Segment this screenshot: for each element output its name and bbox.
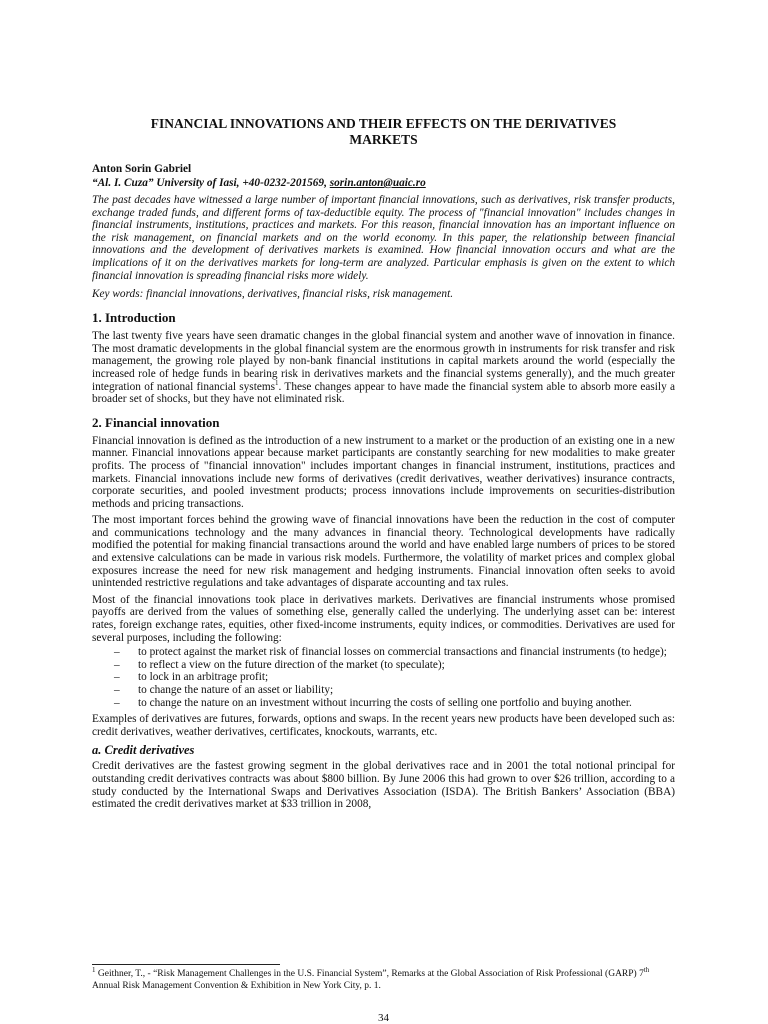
paper-title-line-1: FINANCIAL INNOVATIONS AND THEIR EFFECTS ON THE DERIVATIVES (150, 116, 617, 131)
introduction-text: The last twenty five years have seen dramatic changes in the global financial system and another wave of innovation in finance. The most dramatic developments in the global financial system are the enormous growth in instruments for risk transfer and risk management, the growing role played by non-bank financial institutions in capital markets around the world (especially the increased role of hedge funds in bearing risk in derivatives markets and the financial systems generally), and the much greater integration of national financial systems (92, 330, 675, 393)
footnote (92, 965, 675, 992)
section-heading-introduction: 1. Introduction (92, 310, 176, 326)
author-email-link[interactable]: sorin.anton@uaic.ro (329, 177, 426, 189)
list-item-text: to lock in an arbitrage profit; (138, 671, 269, 684)
list-item (92, 659, 675, 672)
keywords: Key words: financial innovations, derivatives, financial risks, risk management. (92, 288, 454, 301)
dash-bullet: – (114, 646, 120, 659)
section-heading-financial-innovation: 2. Financial innovation (92, 414, 220, 430)
paper-page (92, 0, 675, 1024)
dash-bullet: – (114, 696, 120, 709)
subsection-heading-credit-derivatives: a. Credit derivatives (92, 743, 195, 758)
introduction-paragraph (92, 330, 675, 406)
list-item (92, 684, 675, 697)
body-paragraph: Examples of derivatives are futures, forwards, options and swaps. In the recent years new products have been developed such as: credit derivatives, weather derivatives, certificates, knockouts, warrants, etc. (92, 713, 675, 738)
list-item (92, 697, 675, 710)
body-paragraph: Financial innovation is defined as the introduction of a new instrument to a market or the production of an existing one in a new manner. Financial innovations appear because market participants are constantly searching for new modalities to make greater profits. The process of "financial innovation" includes important changes in financial instrument, institutions, practices and markets. Financial innovations include new forms of derivatives (credit derivatives, weather derivatives) insurance contracts, corporate securities, and pooled investment products; process innovations include improvements on securities-distribution methods and pricing transactions. (92, 434, 675, 510)
paper-title-line-2: MARKETS (349, 132, 418, 147)
affiliation-text: “Al. I. Cuza” University of Iasi, +40-0232-201569, (92, 177, 330, 189)
dash-bullet: – (114, 671, 120, 684)
list-item-text: to protect against the market risk of financial losses on commercial transactions and financial instruments (to hedge); (138, 646, 667, 659)
dash-bullet: – (114, 684, 120, 696)
list-item (92, 671, 675, 684)
list-item-text: to reflect a view on the future direction of the market (to speculate); (138, 658, 445, 671)
introduction-text-tail: . These changes appear to have made the financial system able to absorb more easily a broader set of shocks, but they have not eliminated risk. (92, 380, 675, 406)
footnote-reference[interactable]: 1 (275, 378, 279, 387)
footnote-text-tail: Annual Risk Management Convention & Exhibition in New York City, p. 1. (92, 981, 381, 991)
abstract: The past decades have witnessed a large number of important financial innovations, such as derivatives, risk transfer products, exchange traded funds, and different forms of tax-deductible equity. The process of "financial innovation" includes changes in financial instruments, institutions, practices and markets. For this reason, financial innovation has an important influence on the risk management, on financial markets and on the world economy. In this paper, the relationship between financial innovations and the development of derivatives markets is examined. How financial innovation occurs and what are the implications of it on the derivatives markets for long-term are analyzed. Particular emphasis is given on the extent to which financial innovation is spreading financial risks more widely. (92, 194, 675, 282)
footnote-text: Geithner, T., - “Risk Management Challenges in the U.S. Financial System”, Remarks at the Global Association of Risk Professional (GARP) 7 (95, 969, 644, 979)
derivatives-purposes-list (92, 646, 675, 709)
body-paragraph: Credit derivatives are the fastest growing segment in the global derivatives race and in 2001 the total notional principal for outstanding credit derivatives contracts was about $800 billion. By June 2006 this had grown to over $26 trillion, according to a study conducted by the International Swaps and Derivatives Association (ISDA). The British Bankers’ Association (BBA) estimated the credit derivatives market at $33 trillion in 2008, (92, 760, 675, 811)
body-paragraph: Most of the financial innovations took place in derivatives markets. Derivatives are financial instruments whose promised payoffs are derived from the values of something else, generally called the underlying. The underlying asset can be: interest rates, foreign exchange rates, equities, other fixed-income instruments, equity indices, or commodities. Derivatives are used for several purposes, including the following: (92, 593, 675, 644)
list-item (92, 646, 675, 659)
footnote-superscript: th (643, 965, 650, 974)
dash-bullet: – (114, 658, 120, 671)
footnote-divider (92, 964, 280, 965)
author-name: Anton Sorin Gabriel (92, 163, 192, 175)
list-item-text: to change the nature of an asset or liability; (138, 684, 334, 696)
author-affiliation (92, 176, 675, 191)
footnote-number: 1 (92, 965, 96, 974)
body-paragraph: The most important forces behind the growing wave of financial innovations have been the reduction in the cost of computer and communications technology and the many advances in financial theory. Technological developments have radically modified the potential for making financial transactions around the world and have enabled large numbers of prices to be stored and extensive calculations can be made in various risk models. Furthermore, the volatility of market prices and complex global exposures increase the need for new risk management and hedging instruments. Financial innovation often seeks to avoid unintended restrictive regulations and take advantages of disparate accounting and tax rules. (92, 514, 675, 590)
list-item-text: to change the nature on an investment without incurring the costs of selling one portfolio and buying another. (138, 696, 632, 709)
page-number: 34 (378, 1012, 389, 1024)
paper-title (92, 116, 675, 148)
